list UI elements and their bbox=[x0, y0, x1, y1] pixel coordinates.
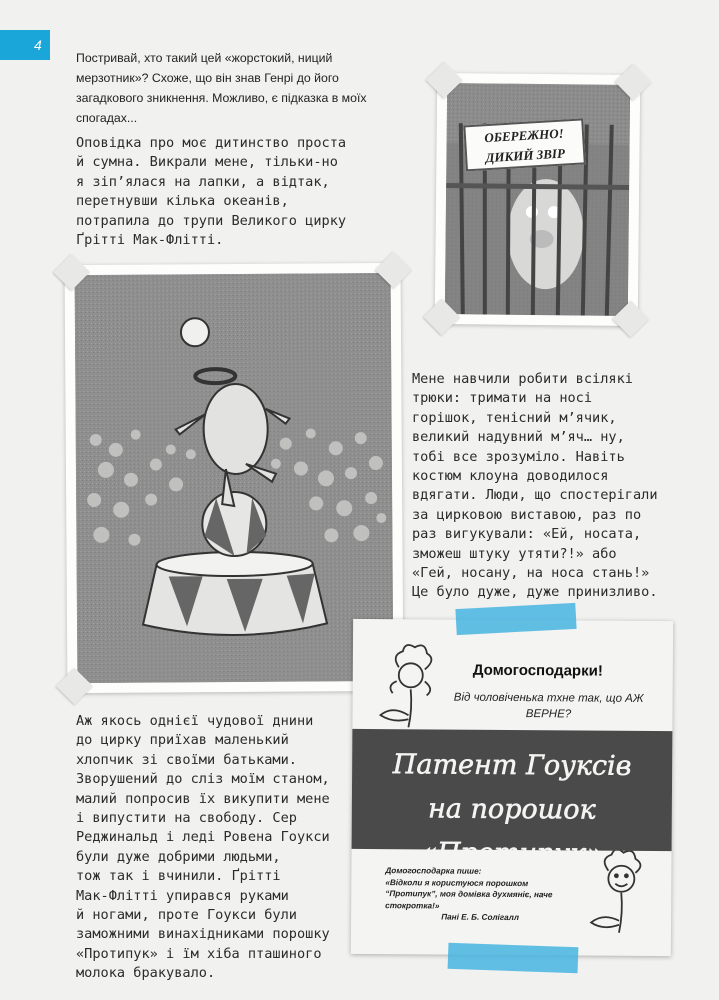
tennis-ball bbox=[181, 318, 209, 346]
ad-patent-title: Патент Гоуксів на порошок «Протипук» bbox=[392, 749, 632, 870]
protypuk-advertisement bbox=[351, 619, 673, 956]
testimonial-signature: Пані Е. Б. Солігалл bbox=[441, 912, 519, 923]
page-number: 4 bbox=[0, 30, 50, 60]
ad-headline: Домогосподарки! bbox=[472, 661, 603, 680]
intro-note: Постривай, хто такий цей «жорстокий, ниций мерзотник»? Схоже, що він знав Генрі до його загадкового зникнення. Можливо, є підказка в моїх спогадах... bbox=[76, 51, 367, 125]
cage-warning-sign: ОБЕРЕЖНО! ДИКИЙ ЗВІР bbox=[463, 118, 586, 171]
ad-subline: Від чоловіченька тхне так, що АЖ ВЕРНЕ? bbox=[453, 691, 644, 721]
flower-icon bbox=[380, 645, 431, 728]
cage-illustration bbox=[445, 83, 630, 316]
cage-photo bbox=[435, 73, 641, 326]
ad-testimonial: Домогосподарка пише: «Відколи я користуюся порошком “Протипук”, моя домівка духмяніє, наче стокротка!» Пані Е. Б. Солігалл bbox=[385, 865, 575, 924]
story-paragraph-1: Оповідка про моє дитинство проста й сумна. Викрали мене, тільки-но я зіп’ялася на лапки, а відтак, перетнувши кілька океанів, потрапила до трупи Великого цирку Ґрітті Мак-Флітті. bbox=[76, 135, 347, 249]
performer-figure bbox=[203, 384, 268, 474]
story-paragraph-2: Мене навчили робити всілякі трюки: тримати на носі горішок, тенісний м’ячик, великий надувний м’яч… ну, тобі все зрозуміло. Навіть костюм клоуна доводилося вдягати. Люди, що спостерігали за цирковою виставою, раз по раз вигукували: «Ей, носата, зможеш штуку утяти?!» або «Гей, носану, на носа стань!» Це було дуже, дуже принизливо. bbox=[412, 371, 658, 601]
circus-illustration bbox=[75, 273, 394, 683]
tape-strip-bottom bbox=[448, 943, 579, 974]
story-paragraph-3: Аж якось однієї чудової днини до цирку приїхав маленький хлопчик зі своїми батьками. Зворушений до сліз моїм станом, малий попросив їх викупити мене і випустити на свободу. Сер Реджинальд і леді Ровена Гоукси були дуже добрими людьми, тож так і вчинили. Ґрітті Мак-Флітті упирався руками й ногами, проте Гоукси були заможними винахідниками порошку «Протипук» і їм хіба пташиного молока бракувало. bbox=[76, 713, 330, 982]
